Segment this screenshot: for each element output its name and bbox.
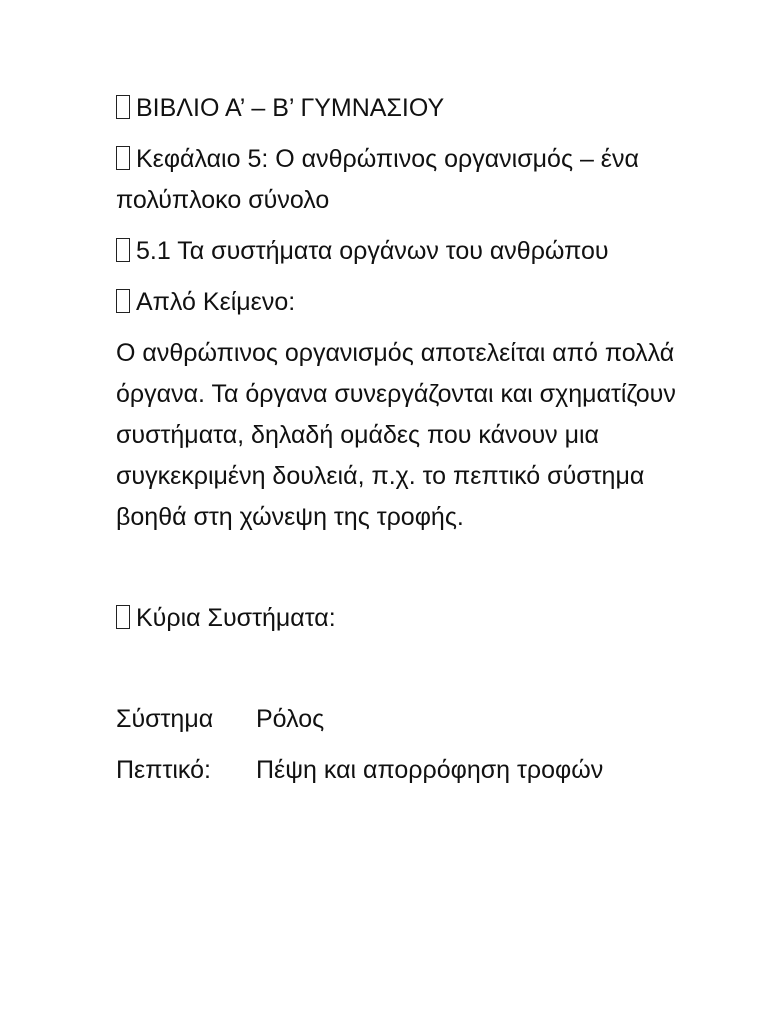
blank-line	[116, 649, 676, 699]
table-header-role: Ρόλος	[256, 705, 325, 733]
body-paragraph: Ο ανθρώπινος οργανισμός αποτελείται από πολλά όργανα. Τα όργανα συνεργάζονται και σχηματίζουν συστήματα, δηλαδή ομάδες που κάνουν μια συγκεκριμένη δουλειά, π.χ. το πεπτικό σύστημα βοηθά στη χώνεψη της τροφής.	[116, 339, 676, 531]
missing-glyph-icon	[116, 146, 130, 170]
table-cell-role: Πέψη και απορρόφηση τροφών	[256, 756, 604, 784]
book-title-line	[116, 88, 676, 129]
missing-glyph-icon	[116, 289, 130, 313]
simple-text-label-line	[116, 282, 676, 323]
missing-glyph-icon	[116, 95, 130, 119]
section-title: 5.1 Τα συστήματα οργάνων του ανθρώπου	[136, 237, 609, 265]
systems-table	[116, 699, 676, 801]
main-systems-heading: Κύρια Συστήματα:	[136, 604, 336, 632]
main-systems-heading-line	[116, 598, 676, 639]
chapter-title-line	[116, 139, 676, 221]
chapter-title: Κεφάλαιο 5: Ο ανθρώπινος οργανισμός – ένα πολύπλοκο σύνολο	[116, 145, 639, 214]
missing-glyph-icon	[116, 605, 130, 629]
blank-line	[116, 548, 676, 598]
section-title-line	[116, 231, 676, 272]
document-page	[116, 88, 676, 801]
table-header-system: Σύστημα	[116, 705, 214, 733]
missing-glyph-icon	[116, 238, 130, 262]
book-title: ΒΙΒΛΙΟ Α’ – Β’ ΓΥΜΝΑΣΙΟΥ	[136, 94, 445, 122]
table-cell-system: Πεπτικό:	[116, 756, 211, 784]
simple-text-label: Απλό Κείμενο:	[136, 288, 296, 316]
